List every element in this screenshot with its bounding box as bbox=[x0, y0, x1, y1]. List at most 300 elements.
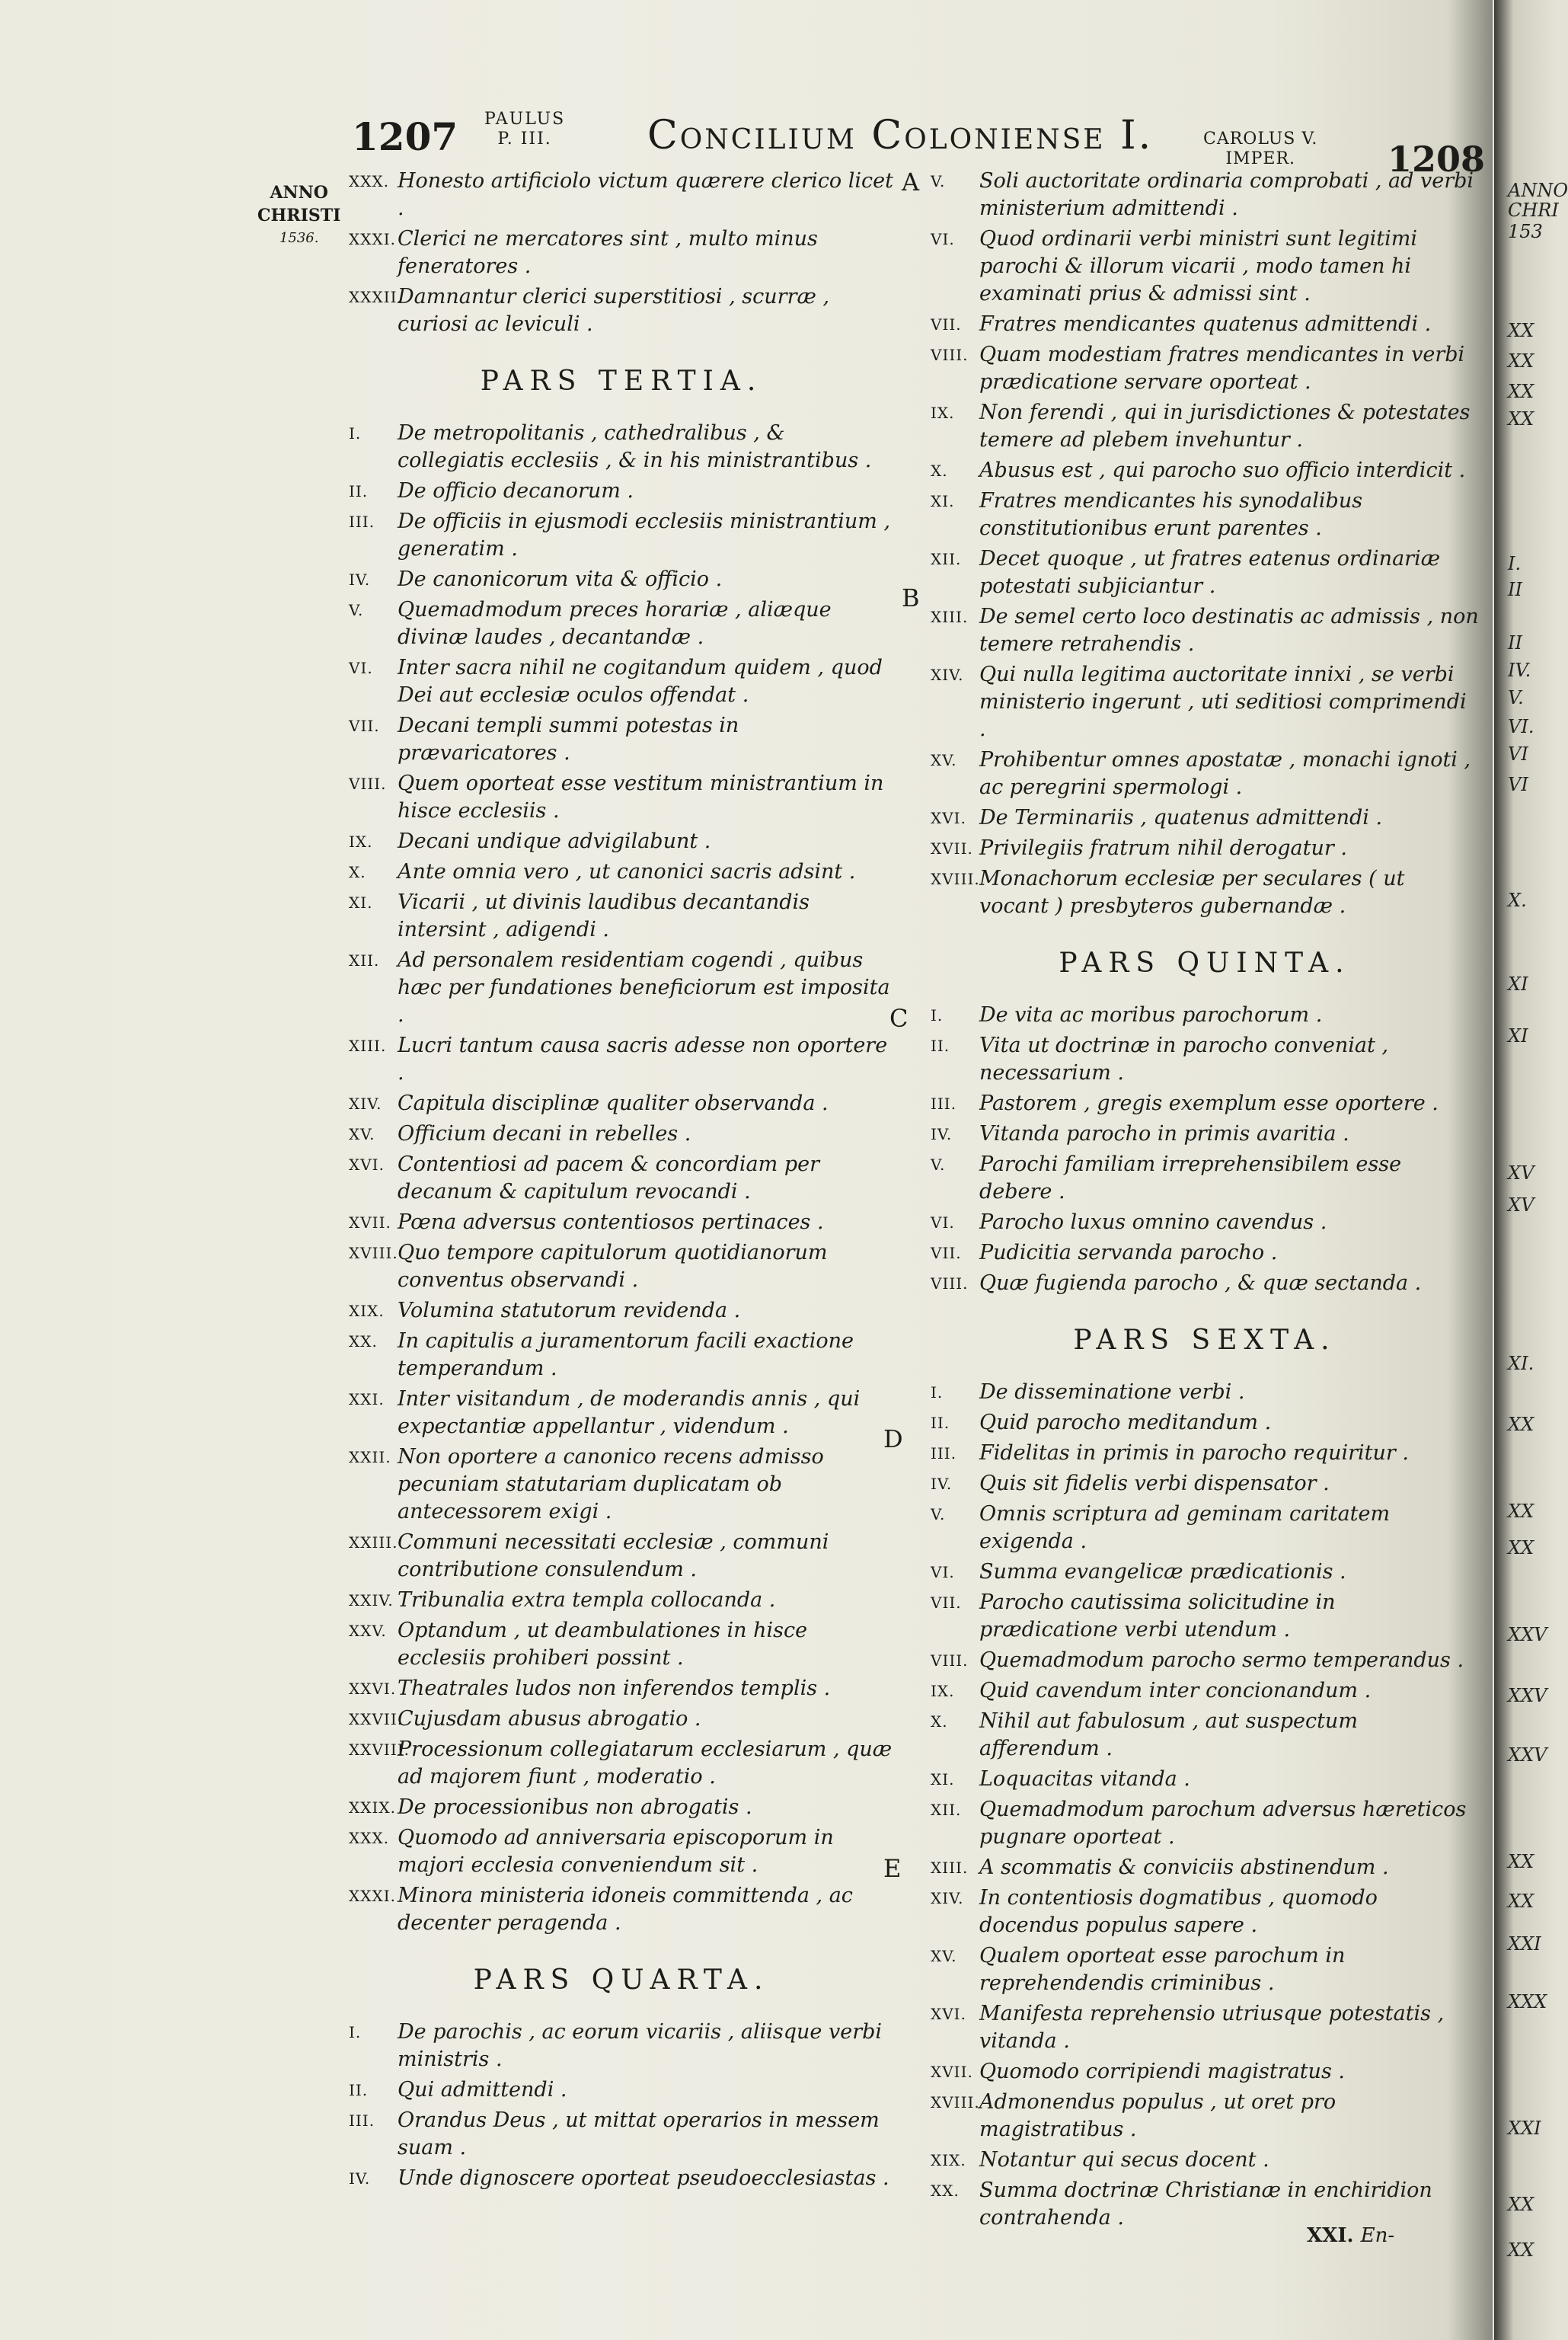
right-column bbox=[931, 168, 1479, 2235]
pars-quinta-title: PARS QUINTA. bbox=[1059, 948, 1351, 979]
adjacent-page-fragment: I. bbox=[1508, 553, 1522, 574]
item-text: Quomodo corripiendi magistratus . bbox=[979, 2060, 1345, 2083]
list-item bbox=[349, 1328, 894, 1383]
item-text: Theatrales ludos non inferendos templis . bbox=[398, 1677, 831, 1700]
item-text: Vitanda parocho in primis avaritia . bbox=[979, 1122, 1349, 1146]
header-pope-name: PAULUS bbox=[484, 110, 566, 129]
item-text: Decani templi summi potestas in prævaricatores . bbox=[398, 714, 739, 765]
item-number: II. bbox=[349, 482, 369, 500]
section-letter-e: E bbox=[883, 1854, 902, 1883]
adjacent-page-fragment: XXI bbox=[1508, 1933, 1541, 1955]
item-text: Quam modestiam fratres mendicantes in verbi prædicatione servare oporteat . bbox=[979, 343, 1465, 394]
list-item bbox=[931, 1677, 1479, 1705]
list-item bbox=[931, 1440, 1479, 1467]
item-number: VIII. bbox=[931, 346, 969, 364]
adjacent-page-fragment: II bbox=[1508, 579, 1522, 600]
item-number: XXXI. bbox=[349, 230, 396, 248]
item-text: Quemadmodum parochum adversus hæreticos pugnare oporteat . bbox=[979, 1798, 1467, 1849]
adjacent-page-fragment: XX bbox=[1508, 1851, 1534, 1872]
item-number: VIII. bbox=[349, 775, 387, 793]
list-item bbox=[349, 654, 894, 709]
list-item bbox=[931, 1090, 1479, 1117]
header-emperor-name: CAROLUS V. bbox=[1203, 129, 1318, 149]
list-item bbox=[349, 508, 894, 563]
list-item bbox=[349, 168, 894, 222]
list-item bbox=[349, 889, 894, 944]
item-text: Nihil aut fabulosum , aut suspectum afferendum . bbox=[979, 1709, 1358, 1760]
item-text: De disseminatione verbi . bbox=[979, 1380, 1245, 1404]
adjacent-page-fragment: II bbox=[1508, 632, 1522, 654]
item-number: V. bbox=[931, 1505, 946, 1523]
item-number: IX. bbox=[931, 1682, 955, 1700]
list-item bbox=[931, 1647, 1479, 1674]
item-text: Quid parocho meditandum . bbox=[979, 1411, 1272, 1434]
list-item bbox=[349, 1151, 894, 1206]
list-item bbox=[349, 420, 894, 475]
list-item bbox=[931, 661, 1479, 743]
adjacent-page-fragment: XX bbox=[1508, 381, 1534, 402]
item-number: III. bbox=[931, 1444, 957, 1462]
list-item bbox=[931, 835, 1479, 862]
item-text: Parochi familiam irreprehensibilem esse debere . bbox=[979, 1152, 1402, 1204]
adjacent-page-fragment: XI. bbox=[1508, 1353, 1534, 1374]
item-text: Quæ fugienda parocho , & quæ sectanda . bbox=[979, 1271, 1422, 1295]
item-text: Loquacitas vitanda . bbox=[979, 1767, 1190, 1791]
item-text: Processionum collegiatarum ecclesiarum , quæ ad majorem fiunt , moderatio . bbox=[398, 1737, 893, 1789]
item-text: Admonendus populus , ut oret pro magistratibus . bbox=[979, 2090, 1336, 2141]
list-item bbox=[931, 399, 1479, 454]
adjacent-page-fragment: XX bbox=[1508, 1891, 1534, 1912]
item-text: Decet quoque , ut fratres eatenus ordinariæ potestati subjiciantur . bbox=[979, 547, 1441, 598]
item-number: XVI. bbox=[931, 2005, 966, 2023]
item-text: Privilegiis fratrum nihil derogatur . bbox=[979, 836, 1347, 860]
item-text: Quo tempore capitulorum quotidianorum conventus observandi . bbox=[398, 1241, 828, 1292]
adjacent-page-fragment: VI. bbox=[1508, 716, 1534, 737]
item-text: Pudicitia servanda parocho . bbox=[979, 1241, 1278, 1264]
item-text: Optandum , ut deambulationes in hisce ecclesiis prohiberi possint . bbox=[398, 1619, 808, 1670]
item-text: Fratres mendicantes his synodalibus constitutionibus erunt parentes . bbox=[979, 489, 1363, 540]
list-item bbox=[349, 596, 894, 651]
pars-tertia-title: PARS TERTIA. bbox=[480, 366, 763, 397]
item-number: XVII. bbox=[349, 1213, 391, 1232]
page-number-left: 1207 bbox=[352, 114, 458, 159]
catchword-text: En- bbox=[1360, 2224, 1395, 2247]
item-text: De officio decanorum . bbox=[398, 479, 634, 503]
pars-quarta-title: PARS QUARTA. bbox=[473, 1964, 770, 1996]
list-item bbox=[349, 828, 894, 855]
list-item bbox=[931, 1151, 1479, 1206]
item-text: A scommatis & conviciis abstinendum . bbox=[979, 1856, 1389, 1879]
item-number: XX. bbox=[349, 1332, 378, 1351]
pars-sexta-title: PARS SEXTA. bbox=[1073, 1325, 1336, 1356]
item-text: Officium decani in rebelles . bbox=[398, 1122, 691, 1146]
item-number: VII. bbox=[931, 1594, 962, 1612]
item-number: XII. bbox=[931, 550, 962, 568]
item-number: VI. bbox=[349, 659, 373, 677]
item-number: VIII. bbox=[931, 1651, 969, 1670]
item-number: XI. bbox=[931, 492, 955, 510]
item-number: I. bbox=[931, 1006, 944, 1025]
item-number: XVIII. bbox=[931, 2093, 980, 2111]
item-text: De semel certo loco destinatis ac admissis , non temere retrahendis . bbox=[979, 605, 1479, 656]
list-item bbox=[931, 865, 1479, 920]
item-number: III. bbox=[349, 513, 375, 531]
item-number: XI. bbox=[931, 1770, 955, 1789]
list-item bbox=[349, 566, 894, 593]
list-item bbox=[931, 2058, 1479, 2086]
adjacent-page-fragment: VI bbox=[1508, 743, 1528, 765]
item-text: Notantur qui secus docent . bbox=[979, 2148, 1269, 2172]
list-item bbox=[931, 1239, 1479, 1267]
list-item bbox=[931, 1470, 1479, 1498]
item-number: XXII. bbox=[349, 1448, 391, 1466]
item-number: XIII. bbox=[931, 608, 969, 626]
item-number: III. bbox=[349, 2111, 375, 2130]
list-item bbox=[349, 1736, 894, 1791]
list-item bbox=[931, 1942, 1479, 1997]
item-number: XV. bbox=[931, 751, 957, 769]
item-number: II. bbox=[349, 2081, 369, 2099]
item-number: XVI. bbox=[931, 809, 966, 827]
list-item bbox=[349, 1120, 894, 1148]
list-item bbox=[349, 1090, 894, 1117]
adjacent-page-fragment: ANNO bbox=[1508, 180, 1568, 201]
list-item bbox=[931, 168, 1479, 222]
item-text: Ad personalem residentiam cogendi , quibus hæc per fundationes beneficiorum est imposita . bbox=[398, 948, 890, 1027]
item-number: XXI. bbox=[349, 1390, 385, 1408]
item-text: De canonicorum vita & officio . bbox=[398, 567, 723, 591]
adjacent-page-fragment: IV. bbox=[1508, 660, 1531, 681]
section-letter-d: D bbox=[883, 1424, 903, 1453]
adjacent-page-fragment: XXI bbox=[1508, 2118, 1541, 2139]
adjacent-page-fragment: XX bbox=[1508, 1537, 1534, 1558]
item-number: XIX. bbox=[349, 1302, 385, 1320]
item-text: Parocho cautissima solicitudine in prædicatione verbi utendum . bbox=[979, 1590, 1336, 1642]
item-text: Omnis scriptura ad geminam caritatem exigenda . bbox=[979, 1502, 1391, 1553]
list-item bbox=[931, 1884, 1479, 1939]
item-number: IV. bbox=[931, 1125, 953, 1143]
list-item bbox=[349, 858, 894, 886]
item-number: XV. bbox=[931, 1947, 957, 1965]
list-item bbox=[931, 1708, 1479, 1763]
item-number: XIII. bbox=[931, 1859, 969, 1877]
margin-anno: ANNO bbox=[270, 183, 328, 203]
list-item bbox=[931, 1120, 1479, 1148]
item-text: De metropolitanis , cathedralibus , & collegiatis ecclesiis , & in his ministrantibus . bbox=[398, 421, 872, 472]
item-text: Abusus est , qui parocho suo officio interdicit . bbox=[979, 459, 1466, 482]
item-text: Unde dignoscere oporteat pseudoecclesiastas . bbox=[398, 2166, 889, 2190]
item-text: Fratres mendicantes quatenus admittendi . bbox=[979, 312, 1432, 336]
adjacent-page-fragment: XX bbox=[1508, 2239, 1534, 2261]
adjacent-page-fragment: XV bbox=[1508, 1162, 1534, 1184]
left-intro-list bbox=[349, 168, 894, 338]
item-number: IV. bbox=[349, 2169, 371, 2188]
list-item bbox=[349, 1386, 894, 1440]
list-item bbox=[931, 545, 1479, 600]
item-number: IX. bbox=[931, 404, 955, 422]
item-text: De processionibus non abrogatis . bbox=[398, 1795, 752, 1819]
item-number: I. bbox=[349, 2023, 362, 2041]
item-text: Prohibentur omnes apostatæ , monachi ignoti , ac peregrini spermologi . bbox=[979, 748, 1471, 799]
item-number: XXVII. bbox=[349, 1710, 404, 1728]
list-item bbox=[931, 804, 1479, 832]
item-text: Quem oporteat esse vestitum ministrantium in hisce ecclesiis . bbox=[398, 772, 884, 823]
item-number: XXIX. bbox=[349, 1798, 396, 1817]
item-number: VI. bbox=[931, 1563, 955, 1581]
list-item bbox=[931, 746, 1479, 801]
item-number: XVII. bbox=[931, 839, 973, 858]
item-text: Volumina statutorum revidenda . bbox=[398, 1299, 741, 1322]
item-text: Pastorem , gregis exemplum esse oportere . bbox=[979, 1092, 1439, 1115]
adjacent-page-fragment: V. bbox=[1508, 687, 1524, 708]
item-text: Quis sit fidelis verbi dispensator . bbox=[979, 1472, 1330, 1495]
item-text: Vicarii , ut divinis laudibus decantandis intersint , adigendi . bbox=[398, 890, 810, 941]
list-item bbox=[931, 488, 1479, 542]
item-text: Pœna adversus contentiosos pertinaces . bbox=[398, 1210, 824, 1234]
item-text: Non oportere a canonico recens admisso pecuniam statutariam duplicatam ob antecessorem exigi . bbox=[398, 1445, 824, 1523]
item-number: XXVI. bbox=[349, 1680, 397, 1698]
item-number: IV. bbox=[931, 1475, 953, 1493]
header-pope-number: P. III. bbox=[497, 129, 552, 149]
list-item bbox=[349, 1032, 894, 1087]
item-number: XXIV. bbox=[349, 1591, 394, 1610]
item-number: XVII. bbox=[931, 2063, 973, 2081]
list-item bbox=[349, 1705, 894, 1733]
pars-quarta-list bbox=[349, 2019, 894, 2192]
list-item bbox=[349, 770, 894, 825]
list-item bbox=[931, 2000, 1479, 2055]
item-text: De Terminariis , quatenus admittendi . bbox=[979, 806, 1383, 830]
item-text: Cujusdam abusus abrogatio . bbox=[398, 1707, 701, 1731]
list-item bbox=[931, 457, 1479, 484]
item-text: Decani undique advigilabunt . bbox=[398, 830, 711, 853]
item-number: VI. bbox=[931, 230, 955, 248]
list-item bbox=[349, 1297, 894, 1325]
adjacent-page-fragment: XX bbox=[1508, 1501, 1534, 1522]
list-item bbox=[349, 1209, 894, 1236]
item-text: Qualem oporteat esse parochum in reprehendendis criminibus . bbox=[979, 1944, 1346, 1995]
list-item bbox=[931, 1032, 1479, 1087]
item-text: Vita ut doctrinæ in parocho conveniat , necessarium . bbox=[979, 1034, 1389, 1085]
item-number: XXVIII. bbox=[349, 1741, 410, 1759]
adjacent-page-fragment: XI bbox=[1508, 1025, 1528, 1047]
item-number: XV. bbox=[349, 1125, 375, 1143]
item-text: Non ferendi , qui in jurisdictiones & potestates temere ad plebem invehuntur . bbox=[979, 401, 1471, 452]
item-text: Summa evangelicæ prædicationis . bbox=[979, 1560, 1346, 1584]
list-item bbox=[349, 1824, 894, 1879]
item-text: Quomodo ad anniversaria episcoporum in majori ecclesia conveniendum sit . bbox=[398, 1826, 834, 1877]
list-item bbox=[931, 2147, 1479, 2174]
item-text: Clerici ne mercatores sint , multo minus feneratores . bbox=[398, 227, 818, 278]
item-text: In contentiosis dogmatibus , quomodo docendus populus sapere . bbox=[979, 1886, 1378, 1937]
item-text: In capitulis a juramentorum facili exactione temperandum . bbox=[398, 1329, 854, 1380]
item-number: III. bbox=[931, 1095, 957, 1113]
adjacent-page-fragment: XXX bbox=[1508, 1991, 1547, 2012]
page-number-right: 1208 bbox=[1388, 139, 1486, 180]
item-number: IX. bbox=[349, 833, 373, 851]
list-item bbox=[349, 712, 894, 767]
list-item bbox=[349, 1239, 894, 1294]
item-text: De officiis in ejusmodi ecclesiis ministrantium , generatim . bbox=[398, 510, 891, 561]
list-item bbox=[349, 2165, 894, 2192]
list-item bbox=[349, 1529, 894, 1584]
item-number: XXXI. bbox=[349, 1887, 396, 1905]
adjacent-page-fragment: XXV bbox=[1508, 1685, 1547, 1706]
list-item bbox=[931, 1270, 1479, 1297]
item-number: XVI. bbox=[349, 1156, 385, 1174]
list-item bbox=[931, 2177, 1479, 2232]
section-letter-a: A bbox=[902, 168, 920, 197]
adjacent-page-fragment: CHRI bbox=[1508, 200, 1559, 221]
section-letter-c: C bbox=[889, 1004, 909, 1033]
item-text: Quemadmodum parocho sermo temperandus . bbox=[979, 1648, 1464, 1672]
item-number: X. bbox=[931, 462, 948, 480]
item-number: XVIII. bbox=[349, 1244, 398, 1262]
catchword bbox=[1307, 2224, 1394, 2247]
item-text: Orandus Deus , ut mittat operarios in messem suam . bbox=[398, 2108, 880, 2159]
list-item bbox=[931, 1379, 1479, 1406]
list-item bbox=[931, 225, 1479, 308]
item-text: Soli auctoritate ordinaria comprobati , ad verbi ministerium admittendi . bbox=[979, 169, 1474, 220]
item-number: VII. bbox=[349, 717, 380, 735]
list-item bbox=[931, 1209, 1479, 1236]
list-item bbox=[349, 1443, 894, 1526]
item-number: XXIII. bbox=[349, 1533, 398, 1552]
item-number: VII. bbox=[931, 1244, 962, 1262]
list-item bbox=[931, 2089, 1479, 2143]
pars-tertia-list bbox=[349, 420, 894, 1937]
item-number: V. bbox=[931, 172, 946, 190]
list-item bbox=[349, 1617, 894, 1672]
item-number: VII. bbox=[931, 315, 962, 334]
item-number: XII. bbox=[349, 951, 380, 970]
section-letter-b: B bbox=[902, 583, 920, 612]
list-item bbox=[349, 283, 894, 338]
running-title: Concilium Coloniense I. bbox=[647, 113, 1154, 158]
item-number: XII. bbox=[931, 1801, 962, 1819]
adjacent-page-fragment: XI bbox=[1508, 973, 1528, 995]
item-number: VIII. bbox=[931, 1274, 969, 1293]
adjacent-page-fragment: XX bbox=[1508, 350, 1534, 372]
adjacent-page-fragment: X. bbox=[1508, 890, 1527, 911]
pars-quinta-list bbox=[931, 1002, 1479, 1297]
item-number: XX. bbox=[931, 2182, 960, 2200]
item-text: Summa doctrinæ Christianæ in enchiridion contrahenda . bbox=[979, 2179, 1432, 2230]
list-item bbox=[931, 1796, 1479, 1851]
list-item bbox=[349, 947, 894, 1029]
item-text: Quid cavendum inter concionandum . bbox=[979, 1679, 1372, 1702]
list-item bbox=[349, 1882, 894, 1937]
list-item bbox=[931, 1002, 1479, 1029]
item-number: V. bbox=[931, 1156, 946, 1174]
adjacent-page-fragment: XV bbox=[1508, 1194, 1534, 1216]
header-pope bbox=[484, 110, 565, 149]
list-item bbox=[349, 2019, 894, 2073]
item-text: Inter sacra nihil ne cogitandum quidem , quod Dei aut ecclesiæ oculos offendat . bbox=[398, 656, 883, 707]
adjacent-page-fragment: 153 bbox=[1508, 221, 1543, 242]
pars-sexta-list bbox=[931, 1379, 1479, 2232]
item-text: Communi necessitati ecclesiæ , communi contributione consulendum . bbox=[398, 1530, 829, 1581]
item-number: XXX. bbox=[349, 172, 390, 190]
item-text: Tribunalia extra templa collocanda . bbox=[398, 1588, 776, 1612]
list-item bbox=[931, 1854, 1479, 1881]
item-text: Contentiosi ad pacem & concordiam per decanum & capitulum revocandi . bbox=[398, 1152, 820, 1204]
header-emperor bbox=[1203, 129, 1317, 169]
list-item bbox=[931, 311, 1479, 338]
adjacent-page-fragment: XXV bbox=[1508, 1744, 1547, 1766]
adjacent-page-fragment: XX bbox=[1508, 2194, 1534, 2215]
margin-year-note bbox=[257, 181, 340, 250]
left-column bbox=[349, 168, 894, 2195]
item-text: De vita ac moribus parochorum . bbox=[979, 1003, 1323, 1027]
item-text: Honesto artificiolo victum quærere clerico licet . bbox=[398, 169, 893, 220]
list-item bbox=[349, 478, 894, 505]
item-number: XXX. bbox=[349, 1829, 390, 1847]
item-number: II. bbox=[931, 1414, 950, 1432]
right-intro-list bbox=[931, 168, 1479, 920]
item-text: Capitula disciplinæ qualiter observanda . bbox=[398, 1092, 829, 1115]
adjacent-page-fragment: XX bbox=[1508, 320, 1534, 341]
item-number: IV. bbox=[349, 571, 371, 589]
adjacent-page-edge bbox=[1494, 0, 1568, 2340]
item-text: Monachorum ecclesiæ per seculares ( ut vocant ) presbyteros gubernandæ . bbox=[979, 867, 1405, 918]
adjacent-page-fragment: XX bbox=[1508, 408, 1534, 430]
item-number: X. bbox=[349, 863, 366, 881]
item-text: Lucri tantum causa sacris adesse non oportere . bbox=[398, 1034, 888, 1085]
item-number: XIV. bbox=[349, 1095, 382, 1113]
item-number: XIII. bbox=[349, 1037, 387, 1055]
list-item bbox=[349, 2076, 894, 2104]
item-text: Ante omnia vero , ut canonici sacris adsint . bbox=[398, 860, 856, 884]
item-text: Qui admittendi . bbox=[398, 2078, 567, 2102]
list-item bbox=[349, 2107, 894, 2162]
item-number: I. bbox=[931, 1383, 944, 1402]
list-item bbox=[349, 1794, 894, 1821]
adjacent-page-fragment: XXV bbox=[1508, 1624, 1547, 1645]
item-text: Fidelitas in primis in parocho requiritur . bbox=[979, 1441, 1409, 1465]
adjacent-page-fragment: XX bbox=[1508, 1414, 1534, 1435]
item-number: II. bbox=[931, 1037, 950, 1055]
list-item bbox=[931, 341, 1479, 396]
item-text: Parocho luxus omnino cavendus . bbox=[979, 1210, 1327, 1234]
item-number: VI. bbox=[931, 1213, 955, 1232]
header-emperor-title: IMPER. bbox=[1225, 149, 1295, 168]
item-number: I. bbox=[349, 424, 362, 443]
item-number: XXXII. bbox=[349, 288, 403, 306]
list-item bbox=[931, 603, 1479, 658]
margin-year: 1536. bbox=[279, 230, 319, 246]
item-text: Damnantur clerici superstitiosi , scurræ , curiosi ac leviculi . bbox=[398, 285, 830, 336]
item-text: De parochis , ac eorum vicariis , aliisque verbi ministris . bbox=[398, 2020, 883, 2071]
list-item bbox=[349, 225, 894, 280]
item-number: XXV. bbox=[349, 1622, 387, 1640]
list-item bbox=[931, 1409, 1479, 1437]
list-item bbox=[931, 1766, 1479, 1793]
item-number: XVIII. bbox=[931, 870, 980, 888]
item-number: X. bbox=[931, 1712, 948, 1731]
item-number: XI. bbox=[349, 893, 373, 912]
adjacent-page-fragment: VI bbox=[1508, 774, 1528, 795]
list-item bbox=[349, 1675, 894, 1702]
item-number: XIV. bbox=[931, 1889, 964, 1907]
list-item bbox=[931, 1558, 1479, 1586]
item-text: Quod ordinarii verbi ministri sunt legitimi parochi & illorum vicarii , modo tamen hi examinati prius & admissi sint . bbox=[979, 227, 1418, 305]
item-text: Inter visitandum , de moderandis annis , qui expectantiæ appellantur , videndum . bbox=[398, 1387, 861, 1438]
item-text: Minora ministeria idoneis committenda , ac decenter peragenda . bbox=[398, 1884, 853, 1935]
item-number: XIX. bbox=[931, 2151, 966, 2169]
item-text: Qui nulla legitima auctoritate innixi , se verbi ministerio ingerunt , uti seditiosi comprimendi . bbox=[979, 663, 1467, 741]
item-text: Quemadmodum preces horariæ , aliæque divinæ laudes , decantandæ . bbox=[398, 598, 832, 649]
